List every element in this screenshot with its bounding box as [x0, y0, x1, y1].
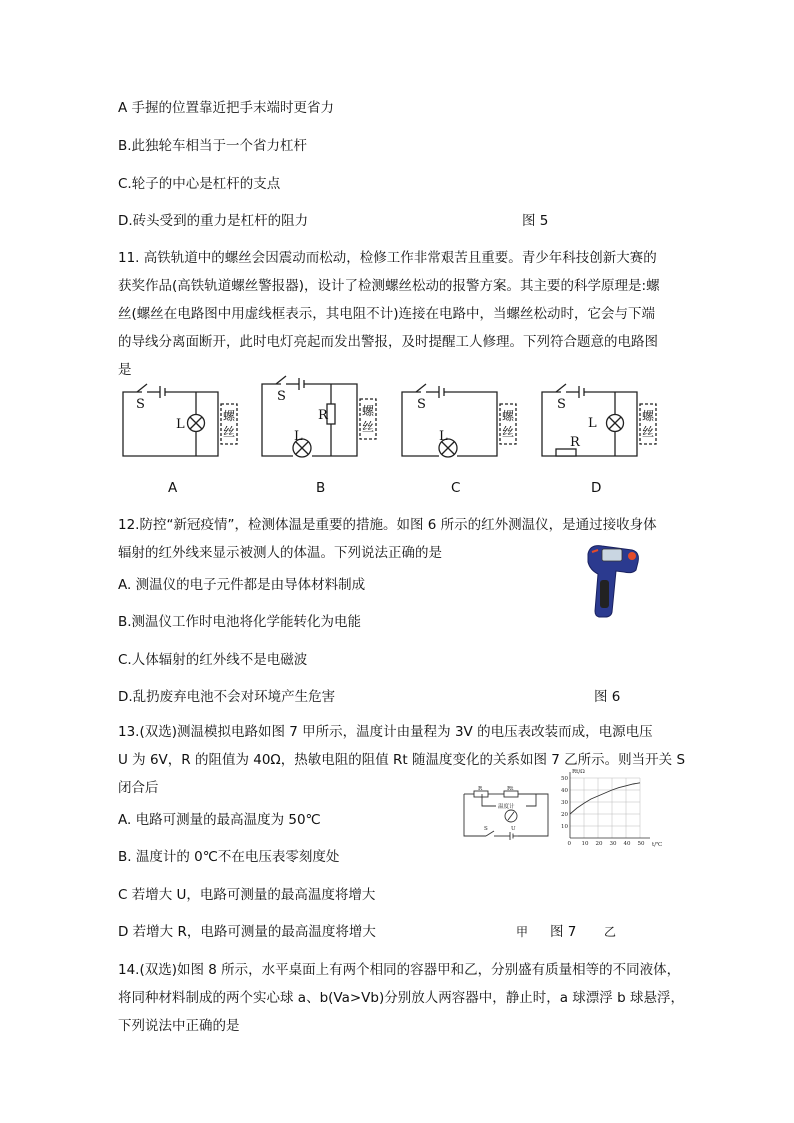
figure-7-left-label: 甲 — [516, 925, 529, 939]
q11-stem — [118, 244, 678, 384]
chart-xlabel: t/℃ — [652, 842, 663, 848]
switch-label: S — [417, 397, 426, 412]
screw-label-bottom: 丝 — [642, 425, 655, 439]
chart-y-tick-label: 20 — [561, 812, 568, 818]
q11-stem-line: 丝(螺丝在电路图中用虚线框表示，其电阻不计)连接在电路中，当螺丝松动时，它会与下端 — [118, 306, 656, 322]
figure-7-right-label: 乙 — [604, 925, 617, 939]
q14-stem-line: 将同种材料制成的两个实心球 a、b(Va>Vb)分别放人两容器中，静止时，a 球漂浮 b 球悬浮， — [118, 990, 684, 1006]
q12-option-d: D.乱扔废弃电池不会对环境产生危害 — [118, 689, 336, 705]
q14-stem-line: 14.(双选)如图 8 所示，水平桌面上有两个相同的容器甲和乙，分别盛有质量相等的不同液体， — [118, 962, 681, 978]
q12-option-b: B.测温仪工作时电池将化学能转化为电能 — [118, 614, 362, 630]
figure-7-circuit — [460, 786, 554, 842]
screw-label-bottom: 丝 — [362, 420, 375, 434]
chart-x-tick-label: 30 — [609, 841, 617, 847]
q13-stem-line: 闭合后 — [118, 780, 159, 796]
q14-stem — [118, 956, 684, 1040]
chart-x-tick-label: 20 — [595, 841, 603, 847]
chart-ylabel: Rt/Ω — [572, 769, 585, 775]
q10-option-a: A 手握的位置靠近把手末端时更省力 — [118, 100, 335, 116]
chart-y-tick-label: 50 — [561, 776, 568, 782]
chart-x-tick-label: 10 — [581, 841, 589, 847]
q13-option-c: C 若增大 U，电路可测量的最高温度将增大 — [118, 887, 376, 903]
resistor-label: R — [478, 786, 483, 792]
lamp-label: L — [176, 417, 185, 432]
circuit-option-d-label: D — [591, 480, 602, 496]
screw-label-top: 螺 — [502, 409, 515, 423]
infrared-thermometer-image — [582, 540, 644, 620]
q13-stem-line: 13.(双选)测温模拟电路如图 7 甲所示，温度计由量程为 3V 的电压表改装而成，电源电压 — [118, 724, 653, 740]
rt-curve-series — [570, 783, 640, 814]
lamp-label: L — [588, 416, 597, 431]
lamp-label: L — [439, 429, 448, 444]
switch-label: S — [277, 389, 286, 404]
switch-label: S — [136, 397, 145, 412]
figure-7-label: 图 7 — [550, 924, 577, 940]
chart-x-tick-label: 40 — [623, 841, 631, 847]
q12-stem-line: 12.防控“新冠疫情”，检测体温是重要的措施。如图 6 所示的红外测温仪，是通过接收身体 — [118, 517, 657, 533]
circuit-c — [402, 384, 516, 457]
figure-6-label: 图 6 — [594, 689, 621, 705]
q12-option-a: A. 测温仪的电子元件都是由导体材料制成 — [118, 577, 366, 593]
screw-label-top: 螺 — [223, 409, 236, 423]
q13-option-a: A. 电路可测量的最高温度为 50℃ — [118, 812, 321, 828]
resistor-label: R — [570, 435, 580, 450]
chart-x-tick-label: 0 — [567, 841, 571, 847]
switch-label: S — [557, 397, 566, 412]
q13-option-b: B. 温度计的 0℃不在电压表零刻度处 — [118, 849, 340, 865]
circuit-option-b-label: B — [316, 480, 326, 496]
chart-y-tick-label: 30 — [561, 800, 568, 806]
lamp-label: L — [294, 429, 303, 444]
q12-option-c: C.人体辐射的红外线不是电磁波 — [118, 652, 308, 668]
figure-7-chart — [556, 766, 678, 850]
q13-option-d: D 若增大 R，电路可测量的最高温度将增大 — [118, 924, 376, 940]
q12-stem-line: 辐射的红外线来显示被测人的体温。下列说法正确的是 — [118, 545, 442, 561]
source-label: U — [511, 826, 516, 832]
circuit-option-c-label: C — [451, 480, 461, 496]
screw-label-bottom: 丝 — [223, 425, 236, 439]
figure-5-label: 图 5 — [522, 213, 549, 229]
q11-circuit-diagrams — [110, 374, 680, 470]
circuit-option-a-label: A — [168, 480, 178, 496]
chart-y-tick-label: 10 — [561, 824, 568, 830]
thermistor-label: Rt — [507, 786, 514, 792]
screw-label-top: 螺 — [362, 404, 375, 418]
chart-y-tick-label: 40 — [561, 788, 568, 794]
q10-option-c: C.轮子的中心是杠杆的支点 — [118, 176, 281, 192]
screw-label-top: 螺 — [642, 409, 655, 423]
q10-option-b: B.此独轮车相当于一个省力杠杆 — [118, 138, 308, 154]
q11-stem-line: 的导线分离面断开，此时电灯亮起而发出警报，及时提醒工人修理。下列符合题意的电路图 — [118, 334, 658, 350]
q11-stem-line: 是 — [118, 362, 132, 378]
resistor-label: R — [318, 408, 328, 423]
q14-stem-line: 下列说法中正确的是 — [118, 1018, 240, 1034]
q11-stem-line: 11. 高铁轨道中的螺丝会因震动而松动，检修工作非常艰苦且重要。青少年科技创新大赛的 — [118, 250, 657, 266]
thermometer-meter-label: 温度计 — [498, 804, 515, 810]
chart-x-tick-label: 50 — [637, 841, 645, 847]
q10-option-d: D.砖头受到的重力是杠杆的阻力 — [118, 213, 309, 229]
screw-label-bottom: 丝 — [502, 425, 515, 439]
circuit-d — [542, 384, 656, 456]
switch-label: S — [484, 826, 488, 832]
q13-stem-line: U 为 6V，R 的阻值为 40Ω，热敏电阻的阻值 Rt 随温度变化的关系如图 7 乙所示。则当开关 S — [118, 752, 686, 768]
q11-stem-line: 获奖作品(高铁轨道螺丝警报器)，设计了检测螺丝松动的报警方案。其主要的科学原理是:螺 — [118, 278, 660, 294]
